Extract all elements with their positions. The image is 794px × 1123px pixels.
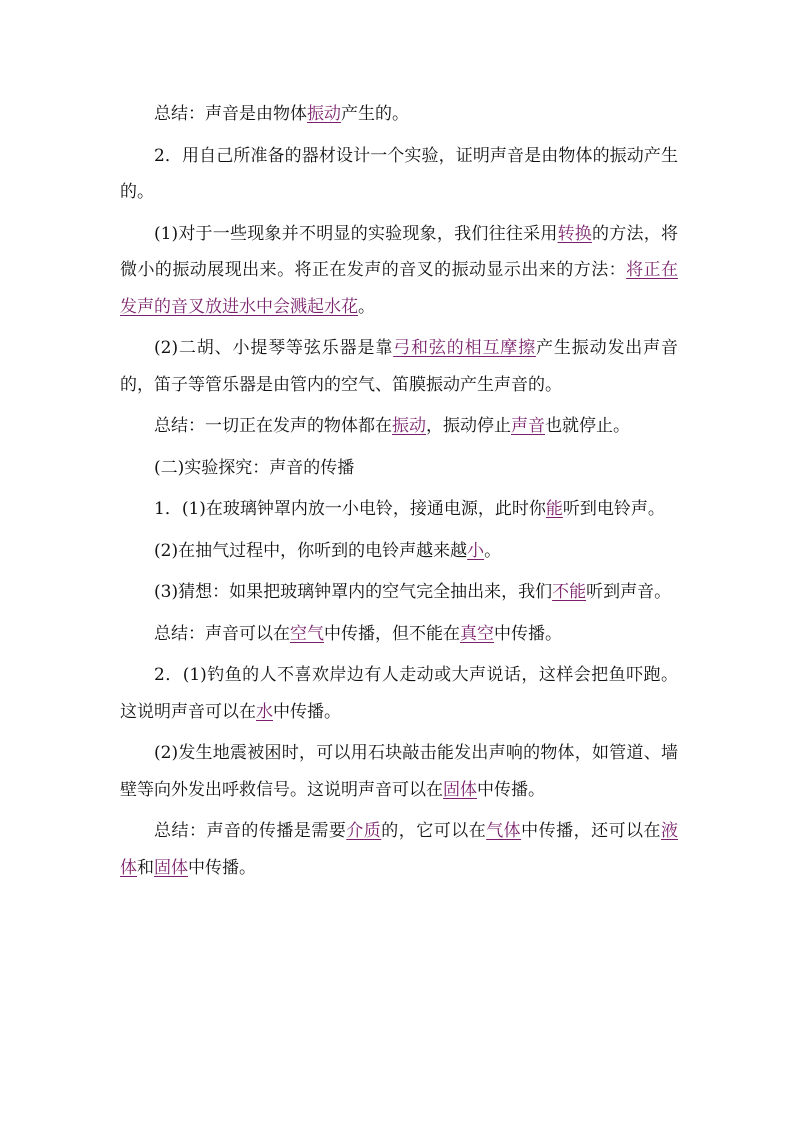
text-run: 产生的。 (341, 104, 409, 124)
text-run: 总结：声音可以在 (154, 623, 290, 644)
text-run: 2．(1)钓鱼的人不喜欢岸边有人走动或大声说话，这样会把鱼吓跑。这说明声音可以在 (120, 665, 678, 722)
text-run: 总结：声音的传播是需要 (154, 821, 347, 841)
answer-fill: 固体 (154, 857, 188, 878)
paragraph (120, 96, 678, 133)
answer-fill: 液体 (120, 821, 679, 878)
text-run: 中传播，还可以在 (521, 821, 662, 841)
paragraph (120, 813, 678, 886)
paragraph (120, 574, 678, 611)
paragraph (120, 616, 678, 653)
answer-fill: 介质 (346, 821, 382, 841)
answer-fill: 弓和弦的相互摩擦 (393, 338, 537, 358)
answer-fill: 振动 (392, 416, 426, 436)
answer-fill: 不能 (552, 582, 587, 602)
paragraph (120, 533, 678, 570)
text-run: 中传播，但不能在 (324, 623, 460, 644)
answer-fill: 气体 (486, 821, 522, 841)
text-run: 听到电铃声。 (562, 499, 665, 519)
paragraph (120, 330, 678, 403)
text-run: (1)对于一些现象并不明显的实验现象，我们往往采用 (154, 223, 558, 244)
answer-fill: 振动 (307, 104, 341, 124)
text-run: 1．(1)在玻璃钟罩内放一小电铃，接通电源，此时你 (154, 499, 546, 519)
paragraph (120, 216, 678, 326)
text-run: ，振动停止 (426, 416, 511, 436)
paragraph (120, 657, 678, 730)
text-run: (2)发生地震被困时，可以用石块敲击能发出声响的物体，如管道、墙壁等向外发出呼救信号。这说明声音可以在 (120, 743, 678, 800)
answer-fill: 固体 (443, 779, 477, 800)
answer-fill: 转换 (557, 223, 593, 244)
text-run: (2)在抽气过程中，你听到的电铃声越来越 (154, 540, 468, 561)
answer-fill: 小 (467, 540, 485, 561)
text-run: 2．用自己所准备的器材设计一个实验，证明声音是由物体的振动产生的。 (120, 145, 678, 202)
answer-fill: 能 (545, 499, 563, 519)
text-run: 中传播。 (273, 701, 341, 722)
text-run: 。 (358, 296, 375, 317)
text-run: 和 (137, 857, 154, 878)
answer-fill: 水 (256, 701, 273, 722)
text-run: (2)二胡、小提琴等弦乐器是靠 (154, 338, 394, 358)
text-run: 中传播。 (494, 623, 562, 644)
paragraph (120, 408, 678, 445)
paragraph (120, 491, 678, 528)
paragraph (120, 450, 678, 487)
answer-fill: 真空 (460, 623, 494, 644)
text-run: 中传播。 (477, 779, 545, 800)
document-body (120, 96, 678, 891)
text-run: 总结：一切正在发声的物体都在 (154, 416, 392, 436)
text-run: 也就停止。 (545, 416, 630, 436)
text-run: 的方法，将微小的振动展现出来。将正在发声的音叉的振动显示出来的方法： (120, 223, 678, 280)
text-run: 产生振动发出声音的，笛子等管乐器是由管内的空气、笛膜振动产生声音的。 (120, 338, 679, 395)
paragraph (120, 735, 678, 808)
text-run: 。 (484, 540, 502, 561)
answer-fill: 将正在发声的音叉放进水中会溅起水花 (120, 260, 679, 317)
answer-fill: 声音 (511, 416, 545, 436)
text-run: (3)猜想：如果把玻璃钟罩内的空气完全抽出来，我们 (154, 582, 553, 602)
text-run: 总结：声音是由物体 (154, 104, 307, 124)
text-run: 中传播。 (188, 857, 256, 878)
text-run: 听到声音。 (586, 582, 672, 602)
text-run: (二)实验探究：声音的传播 (154, 457, 355, 478)
answer-fill: 空气 (290, 623, 324, 644)
text-run: 的，它可以在 (381, 821, 487, 841)
paragraph (120, 138, 678, 211)
